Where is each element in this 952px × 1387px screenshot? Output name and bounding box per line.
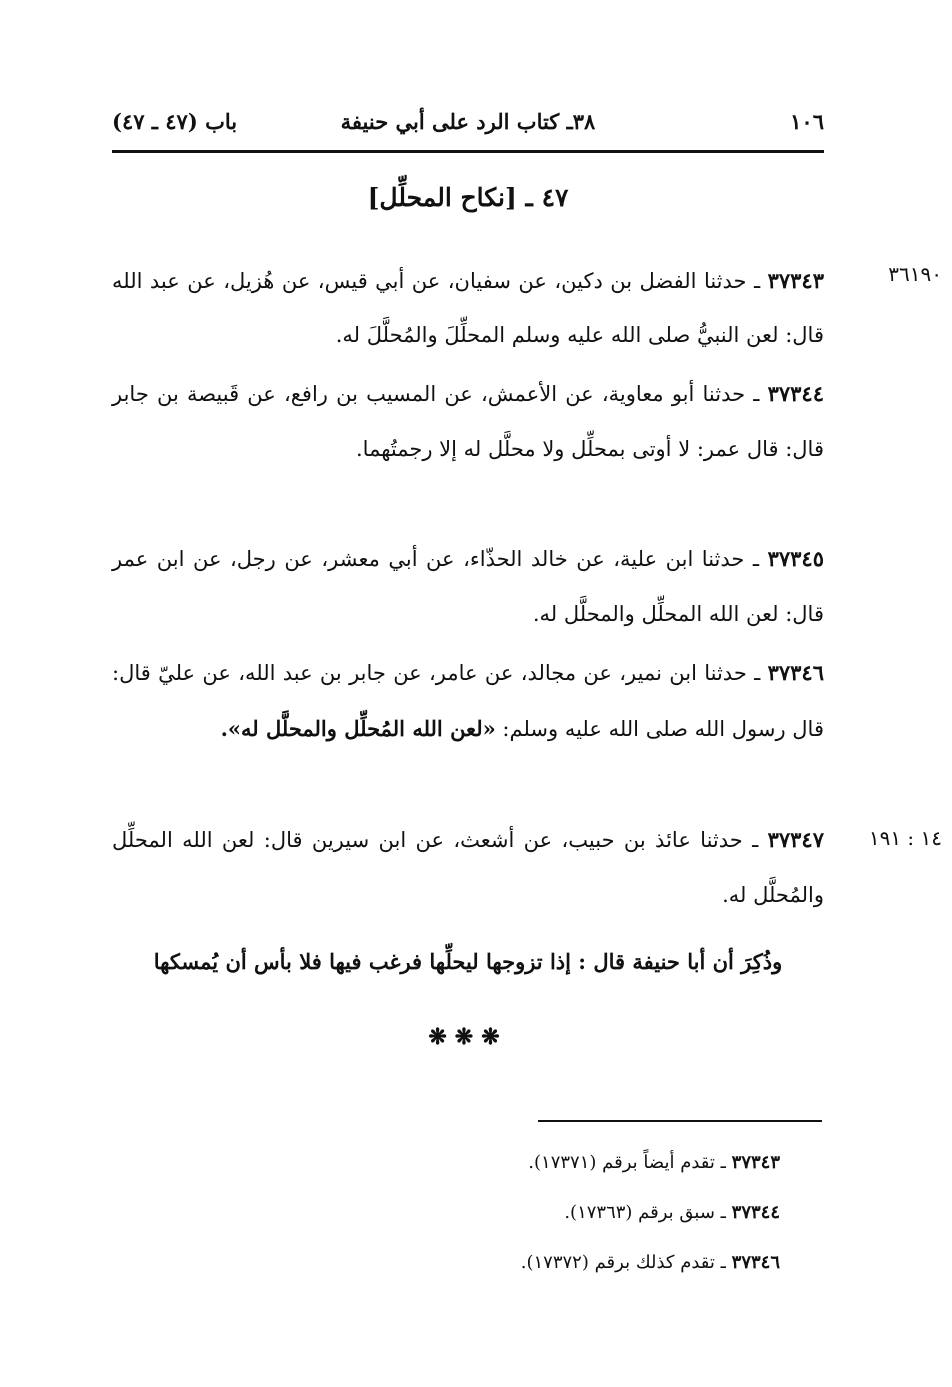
hadith-number: ٣٧٣٤٧ — [767, 827, 824, 852]
hadith-number: ٣٧٣٤٥ — [767, 546, 824, 571]
footnote-text: ـ تقدم أيضاً برقم (١٧٣٧١). — [528, 1152, 726, 1173]
footnote-number: ٣٧٣٤٣ — [731, 1152, 780, 1173]
header-rule — [112, 150, 824, 153]
footnote-item — [300, 1138, 780, 1188]
hadith-text: ـ حدثنا ابن علية، عن خالد الحذّاء، عن أبي معشر، عن رجل، عن ابن عمر قال: لعن الله المحلِّل والمحلَّل له. — [112, 547, 824, 626]
hadith-entry — [112, 531, 824, 642]
hadith-number: ٣٧٣٤٦ — [767, 660, 824, 685]
footnote-item — [300, 1238, 780, 1288]
hadith-entry — [112, 812, 824, 923]
footnote-item — [300, 1188, 780, 1238]
margin-note-first: ٣٦١٩٠ — [888, 262, 942, 286]
footnote-text: ـ تقدم كذلك برقم (١٧٣٧٢). — [520, 1252, 726, 1273]
hadith-quote: «لعن الله المُحلِّل والمحلَّل له». — [220, 716, 496, 741]
hadith-entry — [112, 645, 824, 757]
hadith-text: ـ حدثنا ابن نمير، عن مجالد، عن عامر، عن جابر بن عبد الله، عن عليّ قال: قال رسول الله صلى الله عليه وسلم: — [112, 661, 824, 741]
hadith-text: ـ حدثنا عائذ بن حبيب، عن أشعث، عن ابن سيرين قال: لعن الله المحلِّل والمُحلَّل له. — [112, 828, 824, 907]
book-title: ٣٨ـ كتاب الرد على أبي حنيفة — [340, 109, 596, 134]
section-divider: ❋❋❋ — [428, 1024, 508, 1050]
footnotes — [300, 1138, 780, 1288]
chapter-reference: باب (٤٧ ـ ٤٧) — [112, 109, 238, 134]
chapter-heading: ٤٧ ـ [نكاح المحلِّل] — [367, 183, 569, 212]
hadith-number: ٣٧٣٤٤ — [767, 381, 824, 406]
page-header — [112, 104, 824, 140]
footnote-rule — [538, 1120, 822, 1122]
author-comment: وذُكِرَ أن أبا حنيفة قال : إذا تزوجها ليحلِّها فرغب فيها فلا بأس أن يُمسكها — [153, 949, 783, 974]
hadith-entry — [112, 366, 824, 477]
footnote-text: ـ سبق برقم (١٧٣٦٣). — [564, 1202, 726, 1223]
footnote-number: ٣٧٣٤٦ — [731, 1252, 780, 1273]
hadith-text: ـ حدثنا الفضل بن دكين، عن سفيان، عن أبي قيس، عن هُزيل، عن عبد الله قال: لعن النبيُّ صلى الله عليه وسلم المحلِّلَ والمُحلَّلَ له. — [112, 269, 824, 347]
footnote-number: ٣٧٣٤٤ — [731, 1202, 780, 1223]
hadith-entry — [112, 254, 824, 362]
page-number: ١٠٦ — [790, 109, 824, 134]
hadith-text: ـ حدثنا أبو معاوية، عن الأعمش، عن المسيب بن رافع، عن قَبيصة بن جابر قال: قال عمر: لا أوتى بمحلِّل ولا محلَّل له إلا رجمتُهما. — [112, 382, 824, 461]
margin-note-second: ١٤ : ١٩١ — [868, 826, 942, 850]
hadith-number: ٣٧٣٤٣ — [767, 268, 824, 293]
